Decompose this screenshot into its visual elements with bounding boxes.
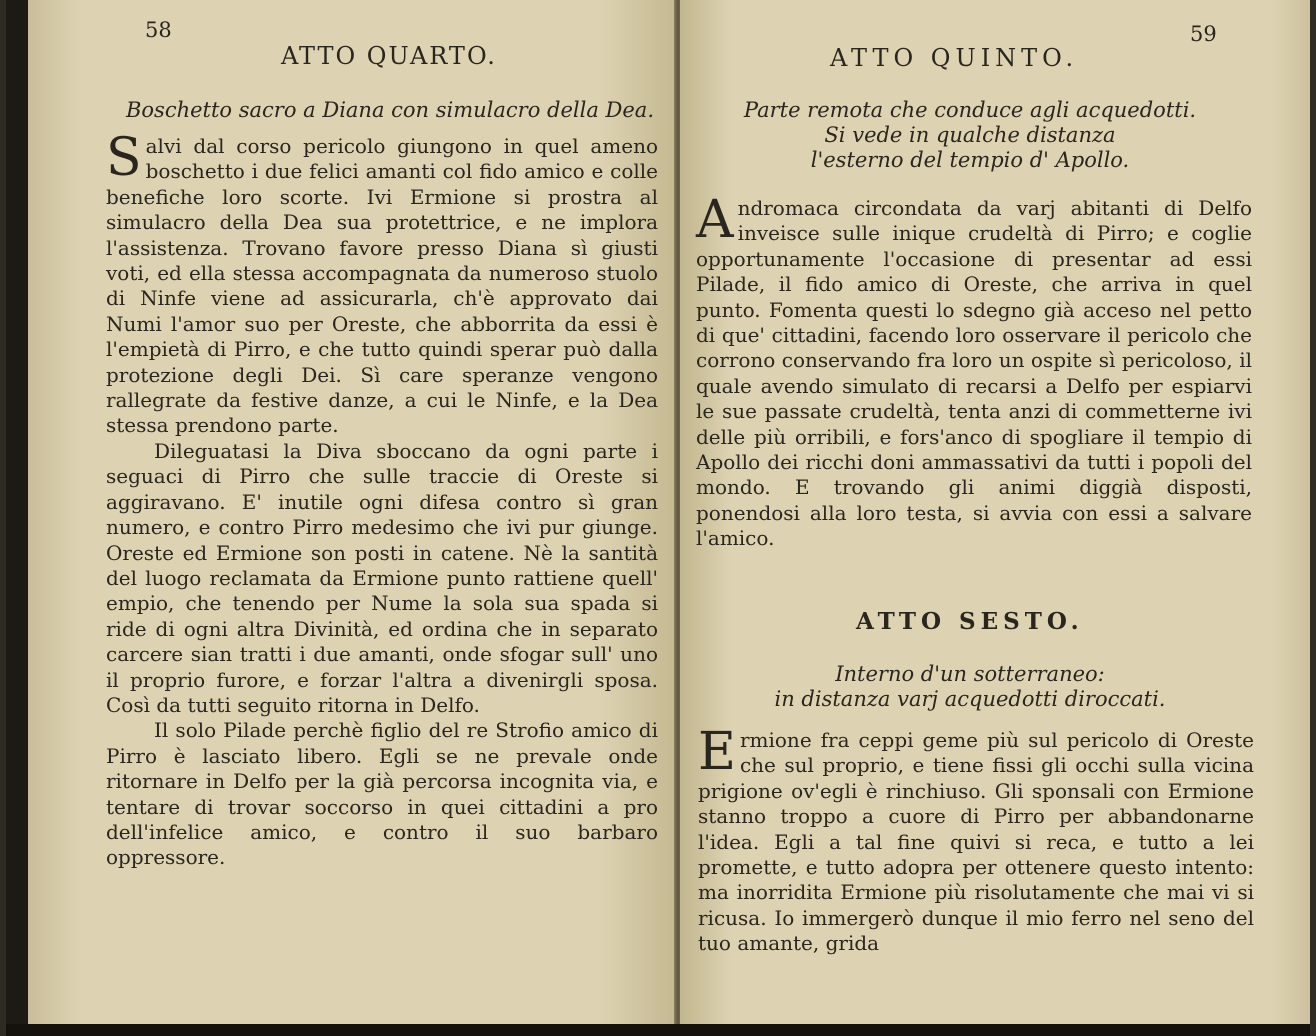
act-five-body <box>696 190 1252 552</box>
act-six-scene-line-1: Interno d'un sotterraneo: <box>835 662 1105 686</box>
right-page <box>680 0 1310 1024</box>
act-four-title: ATTO QUARTO. <box>281 42 497 70</box>
drop-cap-s: S <box>106 128 142 188</box>
act-five-paragraph: Andromaca circondata da varj abitanti di Delfo inveisce sulle inique crudeltà di Pirro; e coglie opportunamente l'occasione di presentar ad essi Pilade, il fido amico di Oreste, che arriva in quel punto. Fomenta questi lo sdegno già acceso nel petto di que' cittadini, facendo loro osservare il pericolo che corrono conservando fra loro un ospite sì pericoloso, il quale avendo simulato di recarsi a Delfo per espiarvi le sue passate crudeltà, tenta anzi di commetterne ivi delle più orribili, e fors'anco di spogliare il tempio di Apollo dei ricchi doni ammassativi da tutti i popoli del mondo. E trovando gli animi diggià disposti, ponendosi alla loro testa, si avvia con essi a salvare l'amico. <box>696 190 1252 551</box>
act-four-paragraph-2: Dileguatasi la Diva sboccano da ogni parte i seguaci di Pirro che sulle traccie di Oreste si aggiravano. E' inutile ogni difesa contro sì gran numero, e contro Pirro medesimo che ivi pur giunge. Oreste ed Ermione son posti in catene. Nè la santità del luogo reclamata da Ermione punto rattiene quell' empio, che tenendo per Nume la sola sua spada si ride di ogni altra Divinità, ed ordina che in separato carcere sian tratti i due amanti, onde sfogar sull' uno il proprio furore, e forzar l'altra a divenirgli sposa. Così da tutti seguito ritorna in Delfo. <box>106 438 658 717</box>
page-number-right: 59 <box>1190 22 1217 46</box>
left-page <box>28 0 678 1024</box>
act-six-title: ATTO SESTO. <box>856 608 1084 635</box>
act-four-paragraph-1: Salvi dal corso pericolo giungono in quel ameno boschetto i due felici amanti col fido amico e colle benefiche loro scorte. Ivi Ermione si prostra al simulacro della Dea sua protettrice, e ne implora l'assistenza. Trovano favore presso Diana sì giusti voti, ed ella stessa accompagnata da numeroso stuolo di Ninfe viene ad assicurarla, ch'è approvato dai Numi l'amor suo per Oreste, che abborrita da essi è l'empietà di Pirro, e che tutto quindi sperar può dalla protezione degli Dei. Sì care speranze vengono rallegrate da festive danze, a cui le Ninfe, e la Dea stessa prendono parte. <box>106 128 658 438</box>
act-five-scene-line-3: l'esterno del tempio d' Apollo. <box>810 148 1130 172</box>
drop-cap-e: E <box>698 722 736 782</box>
act-five-title: ATTO QUINTO. <box>830 44 1079 72</box>
act-four-body <box>106 128 658 871</box>
act-six-scene-line-2: in distanza varj acquedotti diroccati. <box>774 687 1166 711</box>
act-six-body <box>698 722 1254 957</box>
open-book <box>6 0 1310 1036</box>
act-six-scene <box>740 662 1200 712</box>
act-four-paragraph-3: Il solo Pilade perchè figlio del re Strofio amico di Pirro è lasciato libero. Egli se ne prevale onde ritornare in Delfo per la già percorsa incognita via, e tentare di trovar soccorso in quei cittadini a pro dell'infelice amico, e contro il suo barbaro oppressore. <box>106 718 658 870</box>
drop-cap-a: A <box>696 190 734 250</box>
act-four-scene: Boschetto sacro a Diana con simulacro della Dea. <box>125 98 654 122</box>
act-five-scene <box>710 98 1230 173</box>
act-six-paragraph: Ermione fra ceppi geme più sul pericolo di Oreste che sul proprio, e tiene fissi gli occhi sulla vicina prigione ov'egli è rinchiuso. Gli sponsali con Ermione stanno troppo a cuore di Pirro per abbandonarne l'idea. Egli a tal fine quivi si reca, e tutto a lei promette, e tutto adopra per ottenere questo intento: ma inorridita Ermione più risolutamente che mai vi si ricusa. Io immergerò dunque il mio ferro nel seno del tuo amante, grida <box>698 722 1254 956</box>
page-number-left: 58 <box>145 18 172 42</box>
act-five-scene-line-1: Parte remota che conduce agli acquedotti. <box>743 98 1197 122</box>
book-bottom-edge <box>6 1024 1310 1036</box>
act-five-scene-line-2: Si vede in qualche distanza <box>824 123 1116 147</box>
